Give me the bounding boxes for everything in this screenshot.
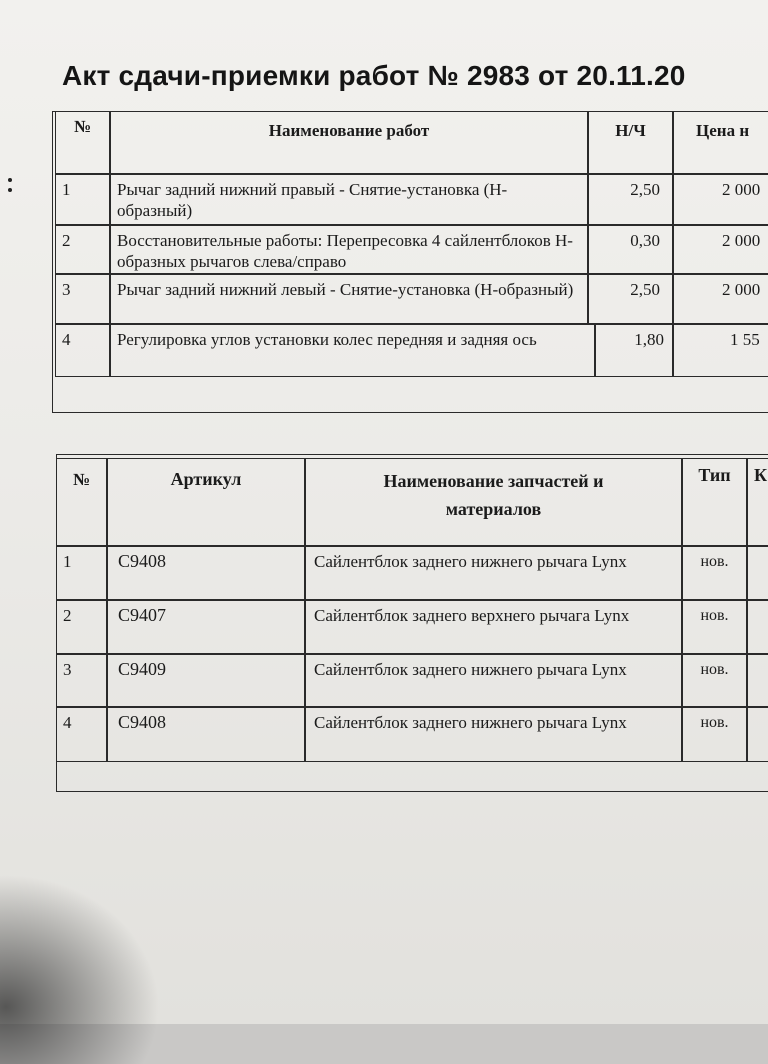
works-row-name: Рычаг задний нижний левый - Снятие-установка (Н-образный)	[110, 274, 588, 324]
works-row-num: 1	[55, 174, 110, 225]
parts-row-article: C9409	[107, 654, 305, 707]
works-header-norm: Н/Ч	[588, 111, 673, 174]
parts-row-name: Сайлентблок заднего нижнего рычага Lynx	[305, 707, 682, 762]
parts-header-article: Артикул	[107, 458, 305, 546]
parts-row-qty	[747, 707, 768, 762]
works-row-norm: 1,80	[595, 324, 673, 377]
works-row-norm: 0,30	[588, 225, 673, 274]
parts-row-name: Сайлентблок заднего нижнего рычага Lynx	[305, 546, 682, 600]
shadow-area	[0, 874, 160, 1064]
works-row-name: Регулировка углов установки колес передняя и задняя ось	[110, 324, 595, 377]
parts-header-name: Наименование запчастей и материалов	[305, 458, 682, 546]
parts-row-qty	[747, 546, 768, 600]
works-row-norm: 2,50	[588, 274, 673, 324]
margin-dot	[8, 188, 12, 192]
parts-row-article: C9408	[107, 707, 305, 762]
works-row-num: 2	[55, 225, 110, 274]
parts-header-qty: К	[747, 458, 768, 546]
document-title: Акт сдачи-приемки работ № 2983 от 20.11.20	[62, 60, 686, 91]
works-row-norm: 2,50	[588, 174, 673, 225]
works-row-price: 2 000	[673, 174, 768, 225]
works-row-price: 1 55	[673, 324, 768, 377]
parts-row-type: нов.	[682, 654, 747, 707]
works-row-num: 3	[55, 274, 110, 324]
parts-row-name: Сайлентблок заднего верхнего рычага Lynx	[305, 600, 682, 654]
works-row-name: Восстановительные работы: Перепресовка 4 сайлентблоков Н-образных рычагов слева/справо	[110, 225, 588, 274]
parts-row-type: нов.	[682, 546, 747, 600]
parts-row-num: 4	[56, 707, 107, 762]
margin-dot	[8, 178, 12, 182]
works-header-num: №	[55, 111, 110, 174]
works-header-name: Наименование работ	[110, 111, 588, 174]
parts-row-num: 1	[56, 546, 107, 600]
parts-row-article: C9407	[107, 600, 305, 654]
works-row-price: 2 000	[673, 274, 768, 324]
parts-row-num: 3	[56, 654, 107, 707]
works-row-name: Рычаг задний нижний правый - Снятие-установка (Н-образный)	[110, 174, 588, 225]
works-header-price: Цена н	[673, 111, 768, 174]
parts-header-num: №	[56, 458, 107, 546]
parts-row-type: нов.	[682, 707, 747, 762]
parts-row-num: 2	[56, 600, 107, 654]
parts-row-qty	[747, 600, 768, 654]
parts-row-article: C9408	[107, 546, 305, 600]
parts-row-type: нов.	[682, 600, 747, 654]
works-row-num: 4	[55, 324, 110, 377]
works-row-price: 2 000	[673, 225, 768, 274]
parts-row-qty	[747, 654, 768, 707]
parts-header-type: Тип	[682, 458, 747, 546]
parts-row-name: Сайлентблок заднего нижнего рычага Lynx	[305, 654, 682, 707]
